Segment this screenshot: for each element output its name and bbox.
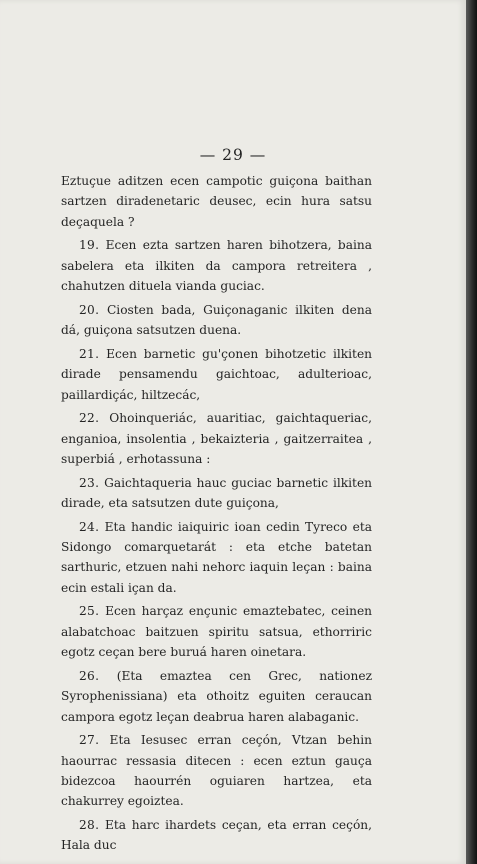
- verse-number: 24.: [79, 519, 100, 534]
- verse-text: Eta harc ihardets ceçan, eta erran ceçón, Hala duc: [61, 818, 373, 853]
- verse-number: 23.: [79, 475, 100, 490]
- page-body: [61, 171, 372, 859]
- paragraph-text: Eztuçue aditzen ecen campotic guiçona baithan sartzen diradenetaric deusec, ecin hura satsu deçaquela ?: [61, 174, 372, 229]
- verse-paragraph: [61, 666, 372, 727]
- verse-number: 26.: [79, 668, 100, 683]
- verse-paragraph: [61, 344, 372, 405]
- verse-number: 28.: [79, 818, 100, 833]
- verse-paragraph: [61, 815, 372, 856]
- verse-text: Ecen ezta sartzen haren bihotzera, baina sabelera eta ilkiten da campora retreitera , chahutzen dituela vianda guciac.: [61, 238, 372, 294]
- verse-text: Eta handic iaiquiric ioan cedin Tyreco eta Sidongo comarquetarát : eta etche batetan sarthuric, etzuen nahi nehorc iaquin leçan : baina ecin estali içan da.: [61, 519, 372, 595]
- verse-paragraph: [61, 300, 372, 341]
- verse-text: (Eta emaztea cen Grec, nationez Syrophenissiana) eta othoitz eguiten ceraucan campora egotz leçan deabrua haren alabaganic.: [61, 668, 372, 724]
- verse-paragraph: [61, 408, 372, 469]
- verse-text: Gaichtaqueria hauc guciac barnetic ilkiten dirade, eta satsutzen dute guiçona,: [61, 475, 373, 511]
- verse-text: Eta Iesusec erran ceçón, Vtzan behin haourrac ressasia ditecen : ecen eztun gauça bidezcoa haourrén oguiaren hartzea, eta chakurrey egoiztea.: [61, 733, 373, 809]
- book-edge-shadow: [466, 0, 477, 864]
- verse-text: Ohoinqueriác, auaritiac, gaichtaqueriac, enganioa, insolentia , bekaizteria , gaitzerraitea , superbiá , erhotassuna :: [61, 411, 372, 467]
- verse-paragraph: [61, 730, 372, 812]
- verse-number: 20.: [79, 302, 100, 317]
- verse-text: Ecen barnetic gu'çonen bihotzetic ilkiten dirade pensamendu gaichtoac, adulterioac, paillardiçác, hiltzecác,: [61, 346, 373, 402]
- verse-paragraph: [61, 473, 372, 514]
- paragraph: [61, 171, 372, 232]
- page-number: — 29 —: [199, 146, 267, 164]
- verse-text: Ecen harçaz ençunic emaztebatec, ceinen alabatchoac baitzuen spiritu satsua, ethorriric egotz ceçan bere buruá haren oinetara.: [61, 604, 373, 660]
- verse-text: Ciosten bada, Guiçonaganic ilkiten dena dá, guiçona satsutzen duena.: [61, 302, 372, 338]
- verse-number: 25.: [79, 604, 100, 619]
- verse-number: 22.: [79, 411, 100, 426]
- verse-paragraph: [61, 601, 372, 662]
- verse-number: 21.: [79, 346, 100, 361]
- verse-number: 19.: [79, 238, 100, 253]
- verse-paragraph: [61, 235, 372, 296]
- verse-paragraph: [61, 517, 372, 599]
- verse-number: 27.: [79, 733, 100, 748]
